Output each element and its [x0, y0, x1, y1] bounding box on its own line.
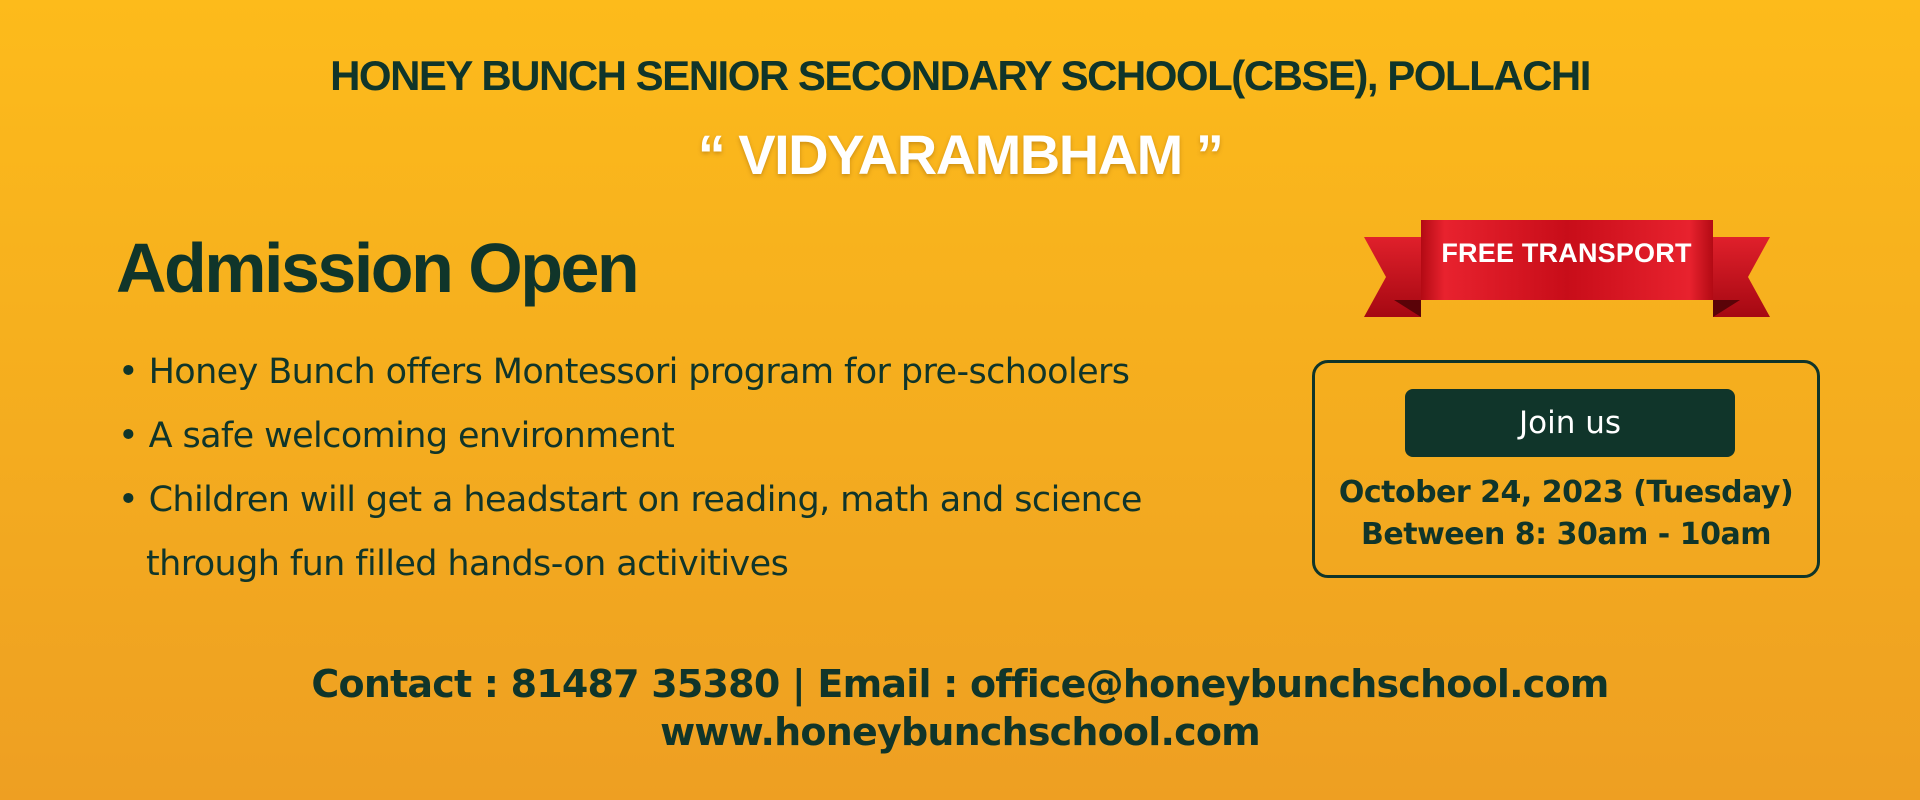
ribbon-label: FREE TRANSPORT: [1441, 238, 1692, 268]
event-date: October 24, 2023 (Tuesday): [1338, 475, 1794, 510]
ribbon-icon: [1364, 220, 1770, 320]
school-name: HONEY BUNCH SENIOR SECONDARY SCHOOL(CBSE), POLLACHI: [330, 52, 1590, 99]
admission-headline: Admission Open: [116, 229, 638, 307]
contact-line: [0, 662, 1920, 706]
event-details-card: [1312, 360, 1820, 578]
email-label: Email :: [817, 662, 970, 706]
event-time: Between 8: 30am - 10am: [1361, 517, 1771, 552]
feature-list: [118, 340, 1142, 596]
separator: |: [779, 662, 818, 706]
contact-label: Contact :: [311, 662, 511, 706]
event-title: “ VIDYARAMBHAM ”: [697, 123, 1223, 186]
feature-item-continuation: through fun filled hands-on activitives: [146, 544, 789, 584]
website-link[interactable]: www.honeybunchschool.com: [660, 710, 1260, 754]
join-us-button[interactable]: Join us: [1405, 389, 1735, 457]
feature-item: • A safe welcoming environment: [118, 416, 675, 456]
website-line: [0, 710, 1920, 754]
feature-item: • Honey Bunch offers Montessori program for pre-schoolers: [118, 352, 1130, 392]
feature-item: • Children will get a headstart on reading, math and science: [118, 480, 1142, 520]
phone-link[interactable]: 81487 35380: [510, 662, 780, 706]
free-transport-ribbon: [1364, 220, 1770, 320]
email-link[interactable]: office@honeybunchschool.com: [969, 662, 1609, 706]
